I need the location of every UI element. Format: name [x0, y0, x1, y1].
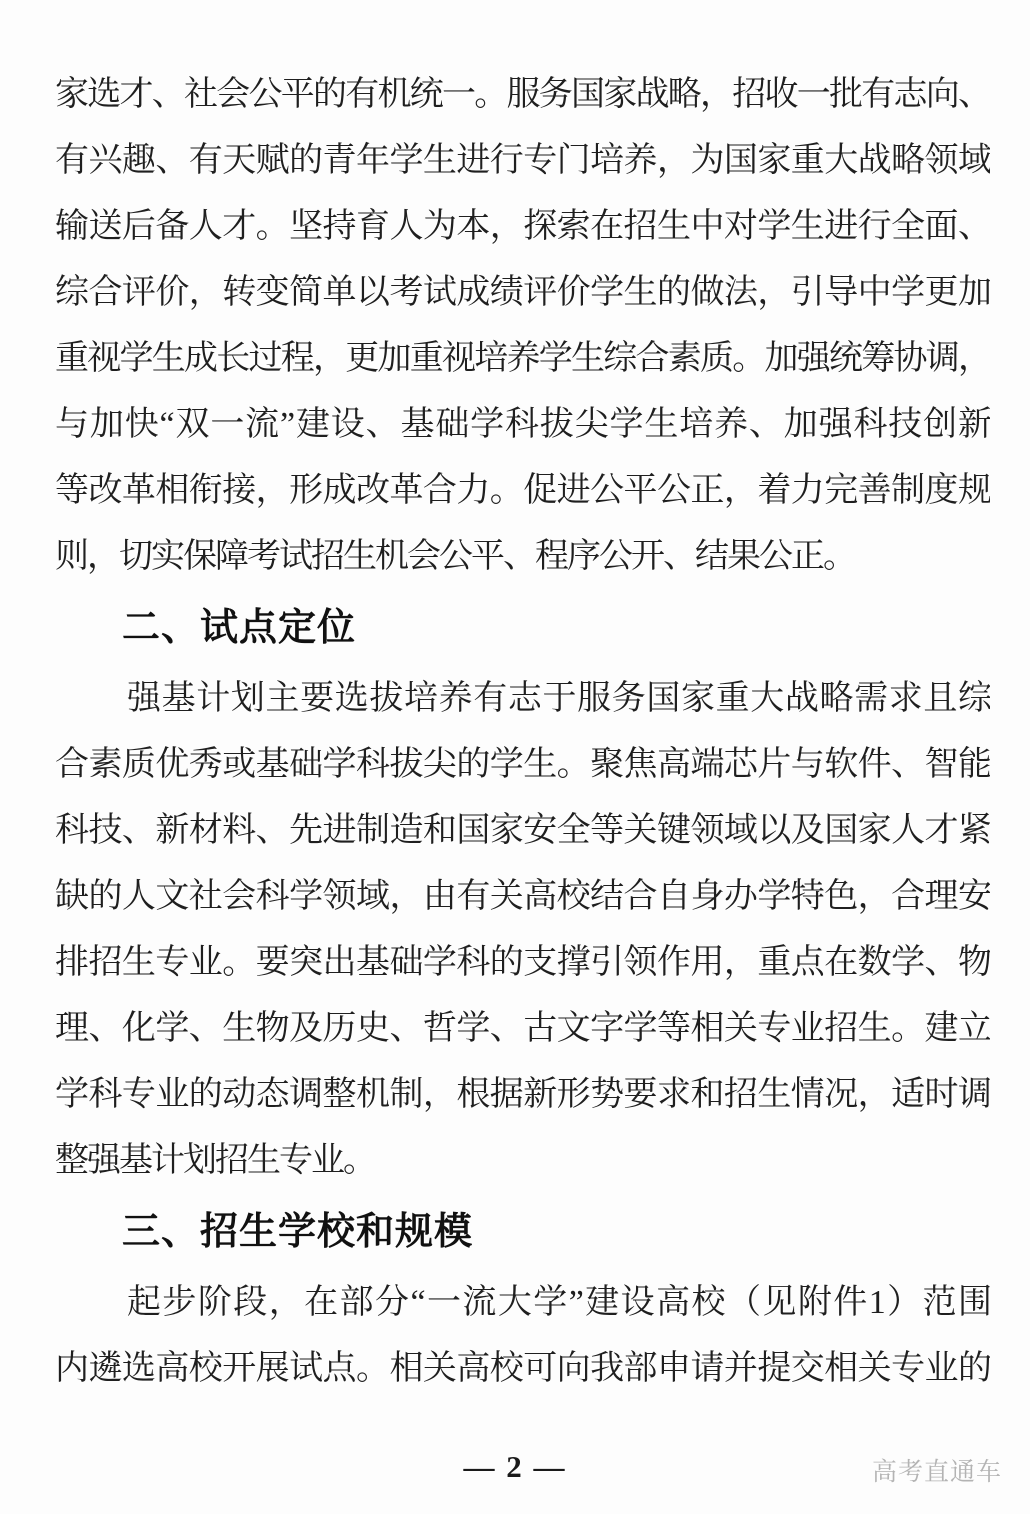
paragraph-line: 科技、新材料、先进制造和国家安全等关键领域以及国家人才紧	[55, 812, 990, 849]
paragraph-line: 学科专业的动态调整机制，根据新形势要求和招生情况，适时调	[55, 1076, 990, 1113]
paragraph-line: 理、化学、生物及历史、哲学、古文字学等相关专业招生。建立	[55, 1010, 990, 1047]
paragraph-line: 等改革相衔接，形成改革合力。促进公平公正，着力完善制度规	[55, 472, 990, 509]
paragraph-line: 起步阶段，在部分“一流大学”建设高校（见附件1）范围	[127, 1284, 990, 1321]
paragraph-line: 重视学生成长过程，更加重视培养学生综合素质。加强统筹协调，	[55, 340, 990, 377]
paragraph-line: 综合评价，转变简单以考试成绩评价学生的做法，引导中学更加	[55, 274, 990, 311]
section-heading-trial-positioning: 二、试点定位	[122, 607, 357, 649]
paragraph-line: 输送后备人才。坚持育人为本，探索在招生中对学生进行全面、	[55, 208, 990, 245]
watermark: 高考直通车	[871, 1458, 1002, 1486]
paragraph-line: 合素质优秀或基础学科拔尖的学生。聚焦高端芯片与软件、智能	[55, 746, 990, 783]
paragraph-line: 内遴选高校开展试点。相关高校可向我部申请并提交相关专业的	[55, 1350, 990, 1387]
paragraph-line: 则，切实保障考试招生机会公平、程序公开、结果公正。	[55, 538, 855, 575]
paragraph-line: 有兴趣、有天赋的青年学生进行专门培养，为国家重大战略领域	[55, 142, 990, 179]
paragraph-line: 排招生专业。要突出基础学科的支撑引领作用，重点在数学、物	[55, 944, 990, 981]
page-footer	[0, 1442, 1030, 1494]
paragraph-line: 强基计划主要选拔培养有志于服务国家重大战略需求且综	[127, 680, 990, 717]
section-heading-schools-and-scale: 三、招生学校和规模	[122, 1211, 474, 1253]
paragraph-line: 缺的人文社会科学领域，由有关高校结合自身办学特色，合理安	[55, 878, 990, 915]
page-number: — 2 —	[463, 1449, 567, 1484]
paragraph-line: 与加快“双一流”建设、基础学科拔尖学生培养、加强科技创新	[55, 406, 990, 443]
paragraph-line: 家选才、社会公平的有机统一。服务国家战略，招收一批有志向、	[55, 76, 990, 113]
paragraph-line: 整强基计划招生专业。	[55, 1142, 375, 1179]
